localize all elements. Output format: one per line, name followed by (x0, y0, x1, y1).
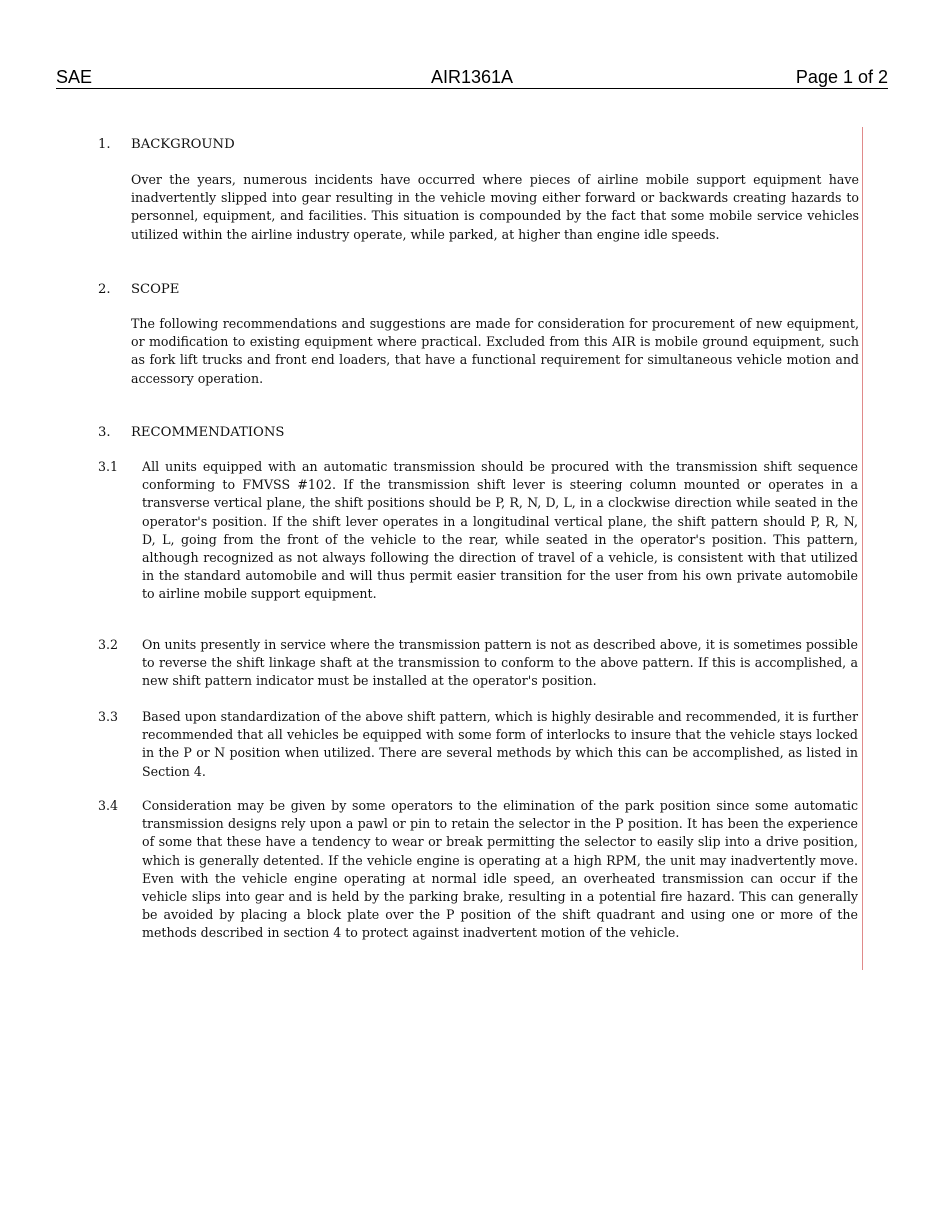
item-number: 3.4 (98, 798, 119, 813)
section-heading-recommendations (98, 424, 498, 442)
item-number: 3.2 (98, 637, 119, 652)
item-text: All units equipped with an automatic transmission should be procured with the transmission shift sequence conforming to FMVSS #102. If the transmission shift lever is steering column mounted or operates in a transverse vertical plane, the shift positions should be P, R, N, D, L, in a clockwise direction while seated in the operator's position. If the shift lever operates in a longitudinal vertical plane, the shift pattern should P, R, N, D, L, going from the front of the vehicle to the rear, while seated in the operator's position. This pattern, although recognized as not always following the direction of travel of a vehicle, is consistent with that utilized in the standard automobile and will thus permit easier transition for the user from his own private automobile to airline mobile support equipment. (142, 459, 858, 602)
section-title: SCOPE (131, 282, 180, 297)
section-title: RECOMMENDATIONS (131, 425, 285, 440)
item-text: Based upon standardization of the above shift pattern, which is highly desirable and recommended, it is further recommended that all vehicles be equipped with some form of interlocks to insure that the vehicle stays locked in the P or N position when utilized. There are several methods by which this can be accomplished, as listed in Section 4. (142, 709, 858, 779)
item-text: Consideration may be given by some operators to the elimination of the park position since some automatic transmission designs rely upon a pawl or pin to retain the selector in the P position. It has been the experience of some that these have a tendency to wear or break permitting the selector to easily slip into a drive position, which is generally detented. If the vehicle engine is operating at a high RPM, the unit may inadvertently move. Even with the vehicle engine operating at normal idle speed, an overheated transmission can occur if the vehicle slips into gear and is held by the parking brake, resulting in a potential fire hazard. This can generally be avoided by placing a block plate over the P position of the shift quadrant and using one or more of the methods described in section 4 to protect against inadvertent motion of the vehicle. (142, 798, 858, 941)
header-page-number: Page 1 of 2 (795, 67, 888, 87)
item-number: 3.1 (98, 459, 119, 474)
margin-rule (862, 127, 863, 970)
section-number: 3. (98, 425, 111, 440)
section-heading-scope (98, 281, 498, 299)
header-org: SAE (56, 67, 93, 87)
section-number: 2. (98, 282, 111, 297)
section-text-scope: The following recommendations and suggestions are made for consideration for procurement of new equipment, or modification to existing equipment where practical. Excluded from this AIR is mobile ground equipment, such as fork lift trucks and front end loaders, that have a functional requirement for simultaneous vehicle motion and accessory operation. (131, 316, 859, 386)
page-header (56, 66, 888, 89)
header-doc-id: AIR1361A (430, 67, 514, 87)
section-title: BACKGROUND (131, 137, 235, 152)
section-text-background: Over the years, numerous incidents have occurred where pieces of airline mobile support equipment have inadvertently slipped into gear resulting in the vehicle moving either forward or backwards creating hazards to personnel, equipment, and facilities. This situation is compounded by the fact that some mobile service vehicles utilized within the airline industry operate, while parked, at higher than engine idle speeds. (131, 172, 859, 242)
section-number: 1. (98, 137, 111, 152)
item-text: On units presently in service where the transmission pattern is not as described above, it is sometimes possible to reverse the shift linkage shaft at the transmission to conform to the above pattern. If this is accomplished, a new shift pattern indicator must be installed at the operator's position. (142, 637, 858, 689)
section-heading-background (98, 136, 498, 154)
item-number: 3.3 (98, 709, 119, 724)
